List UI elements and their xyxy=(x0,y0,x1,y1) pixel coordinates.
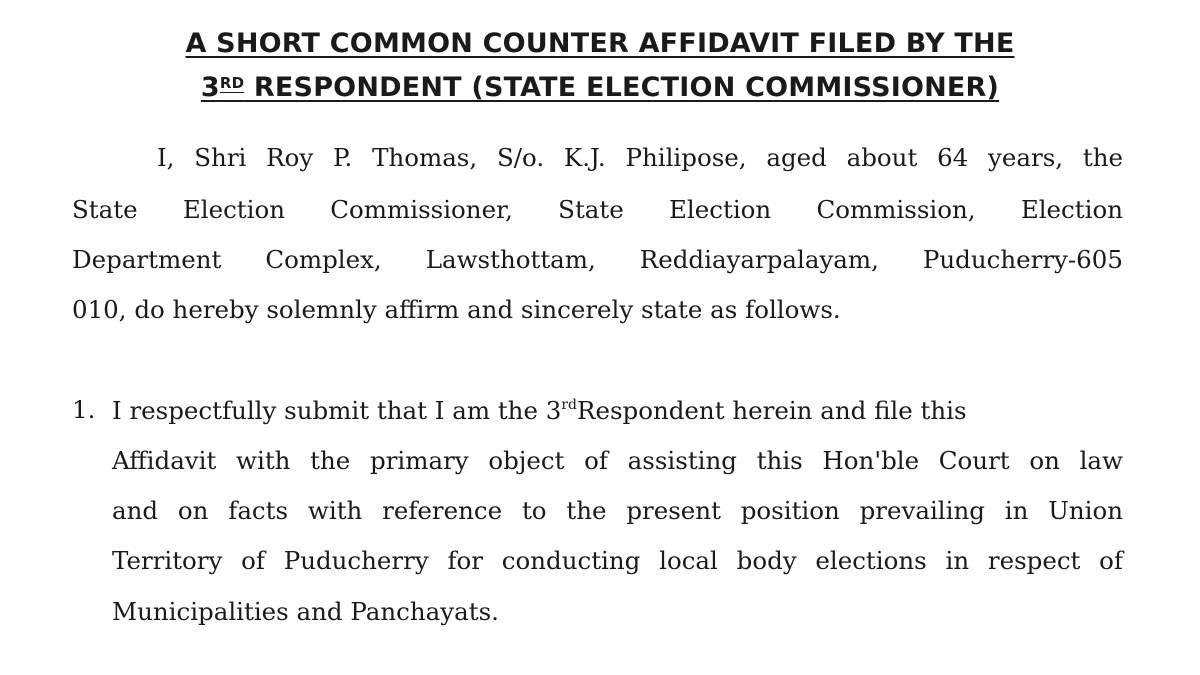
intro-l3-word: Lawsthottam, xyxy=(425,245,596,274)
paragraph-1-line-4-text: Territory of Puducherry for conducting local body elections in respect of xyxy=(112,546,1123,575)
title-respondent-text: RESPONDENT (STATE ELECTION COMMISSIONER) xyxy=(244,72,1000,103)
paragraph-1-line-2-text: Affidavit with the primary object of assisting this Hon'ble Court on law xyxy=(112,446,1123,475)
paragraph-1-line-5: Municipalities and Panchayats. xyxy=(112,597,499,626)
intro-line-1 xyxy=(157,143,1123,172)
intro-line-3 xyxy=(72,245,1123,274)
intro-l2-word: Election xyxy=(669,195,772,224)
intro-l3-word: Complex, xyxy=(265,245,382,274)
paragraph-1-line-4 xyxy=(112,546,1123,575)
intro-l3-word: Puducherry-605 xyxy=(922,245,1123,274)
intro-l3-word: Department xyxy=(72,245,222,274)
p1-line1-before: I respectfully submit that I am the 3 xyxy=(112,396,562,425)
intro-l2-word: Commissioner, xyxy=(330,195,513,224)
document-title-line-1: A SHORT COMMON COUNTER AFFIDAVIT FILED BY THE xyxy=(185,28,1015,59)
intro-l2-word: State xyxy=(72,195,138,224)
intro-l2-word: State xyxy=(558,195,624,224)
title-ordinal-suffix: RD xyxy=(219,74,245,92)
paragraph-1-number: 1. xyxy=(72,395,96,424)
paragraph-1-line-1-text xyxy=(112,398,1123,424)
intro-l2-word: Election xyxy=(1020,195,1123,224)
p1-ordinal-suffix: rd xyxy=(561,397,577,413)
intro-l2-word: Commission, xyxy=(816,195,976,224)
paragraph-1-line-3-text: and on facts with reference to the present position prevailing in Union xyxy=(112,496,1123,525)
intro-l2-word: Election xyxy=(182,195,286,224)
intro-line-2 xyxy=(72,195,1123,224)
paragraph-1-line-2 xyxy=(112,446,1123,475)
p1-line1-after: Respondent herein and file this xyxy=(577,396,967,425)
intro-line-4: 010, do hereby solemnly affirm and sincerely state as follows. xyxy=(72,295,841,324)
intro-line-1-text: I, Shri Roy P. Thomas, S/o. K.J. Philipose, aged about 64 years, the xyxy=(157,143,1123,172)
paragraph-1-line-3 xyxy=(112,496,1123,525)
document-title-line-2 xyxy=(0,72,1200,103)
title-ordinal-number: 3 xyxy=(200,72,220,103)
paragraph-1-line-1 xyxy=(112,398,1123,424)
intro-l3-word: Reddiayarpalayam, xyxy=(639,245,879,274)
